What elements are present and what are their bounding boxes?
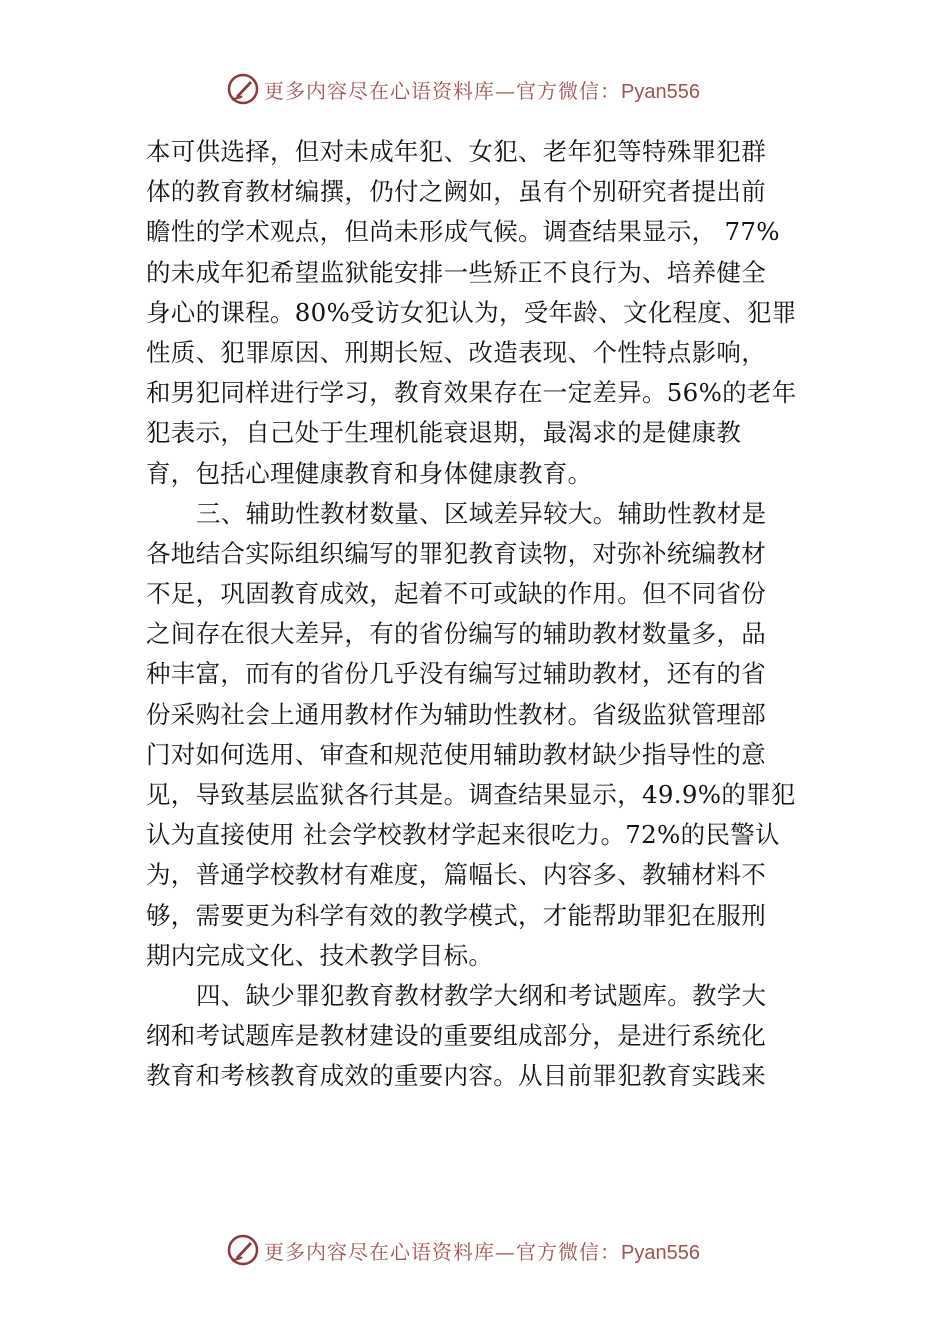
body-line: 见，导致基层监狱各行其是。调查结果显示，49.9%的罪犯 <box>146 780 796 809</box>
body-line: 不足，巩固教育成效，起着不可或缺的作用。但不同省份 <box>146 579 766 609</box>
header-contact-id: Pyan556 <box>621 80 700 103</box>
body-line: 体的教育教材编撰，仍付之阙如，虽有个别研究者提出前 <box>146 177 766 207</box>
page-header <box>0 72 950 112</box>
footer-contact-label: 官方微信： <box>516 1239 621 1264</box>
document-body <box>146 132 806 1097</box>
footer-separator: — <box>495 1239 516 1264</box>
section-heading-line: 四、缺少罪犯教育教材教学大纲和考试题库。教学大 <box>196 980 767 1010</box>
body-line: 的未成年犯希望监狱能安排一些矫正不良行为、培养健全 <box>146 257 766 287</box>
body-line: 种丰富，而有的省份几乎没有编写过辅助教材，还有的省 <box>146 659 766 689</box>
header-separator: — <box>495 78 516 103</box>
body-line: 认为直接使用 社会学校教材学起来很吃力。72%的民警认 <box>146 820 780 850</box>
body-line: 和男犯同样进行学习，教育效果存在一定差异。56%的老年 <box>146 378 797 408</box>
body-line: 本可供选择，但对未成年犯、女犯、老年犯等特殊罪犯群 <box>146 137 766 166</box>
body-line: 之间存在很大差异，有的省份编写的辅助教材数量多，品 <box>146 619 766 649</box>
body-line: 为，普通学校教材有难度，篇幅长、内容多、教辅材料不 <box>146 860 766 890</box>
body-line: 瞻性的学术观点，但尚未形成气候。调查结果显示， 77% <box>146 217 780 247</box>
body-line: 性质、犯罪原因、刑期长短、改造表现、个性特点影响， <box>146 337 766 367</box>
body-line: 犯表示，自己处于生理机能衰退期，最渴求的是健康教 <box>146 418 742 448</box>
body-line: 育，包括心理健康教育和身体健康教育。 <box>146 458 593 488</box>
pen-logo-icon <box>226 72 260 106</box>
body-line: 门对如何选用、审查和规范使用辅助教材缺少指导性的意 <box>146 739 766 769</box>
page-footer <box>0 1233 950 1273</box>
footer-text <box>264 1236 700 1265</box>
footer-brand <box>226 1233 700 1267</box>
header-contact-label: 官方微信： <box>516 78 621 103</box>
body-line: 期内完成文化、技术教学目标。 <box>146 940 494 970</box>
body-line: 身心的课程。80%受访女犯认为，受年龄、文化程度、犯罪 <box>146 297 797 327</box>
body-line: 教育和考核教育成效的重要内容。从目前罪犯教育实践来 <box>146 1061 766 1091</box>
footer-contact-id: Pyan556 <box>621 1241 700 1264</box>
header-brand-text: 更多内容尽在心语资料库 <box>264 78 495 103</box>
body-line: 纲和考试题库是教材建设的重要组成部分，是进行系统化 <box>146 1021 766 1051</box>
body-line: 份采购社会上通用教材作为辅助性教材。省级监狱管理部 <box>146 699 766 729</box>
body-line: 够，需要更为科学有效的教学模式，才能帮助罪犯在服刑 <box>146 900 766 930</box>
body-line: 各地结合实际组织编写的罪犯教育读物，对弥补统编教材 <box>146 538 766 568</box>
footer-brand-text: 更多内容尽在心语资料库 <box>264 1239 495 1264</box>
pen-logo-icon <box>226 1233 260 1267</box>
header-text <box>264 75 700 104</box>
section-heading-line: 三、辅助性教材数量、区域差异较大。辅助性教材是 <box>196 498 767 528</box>
header-brand <box>226 72 700 106</box>
